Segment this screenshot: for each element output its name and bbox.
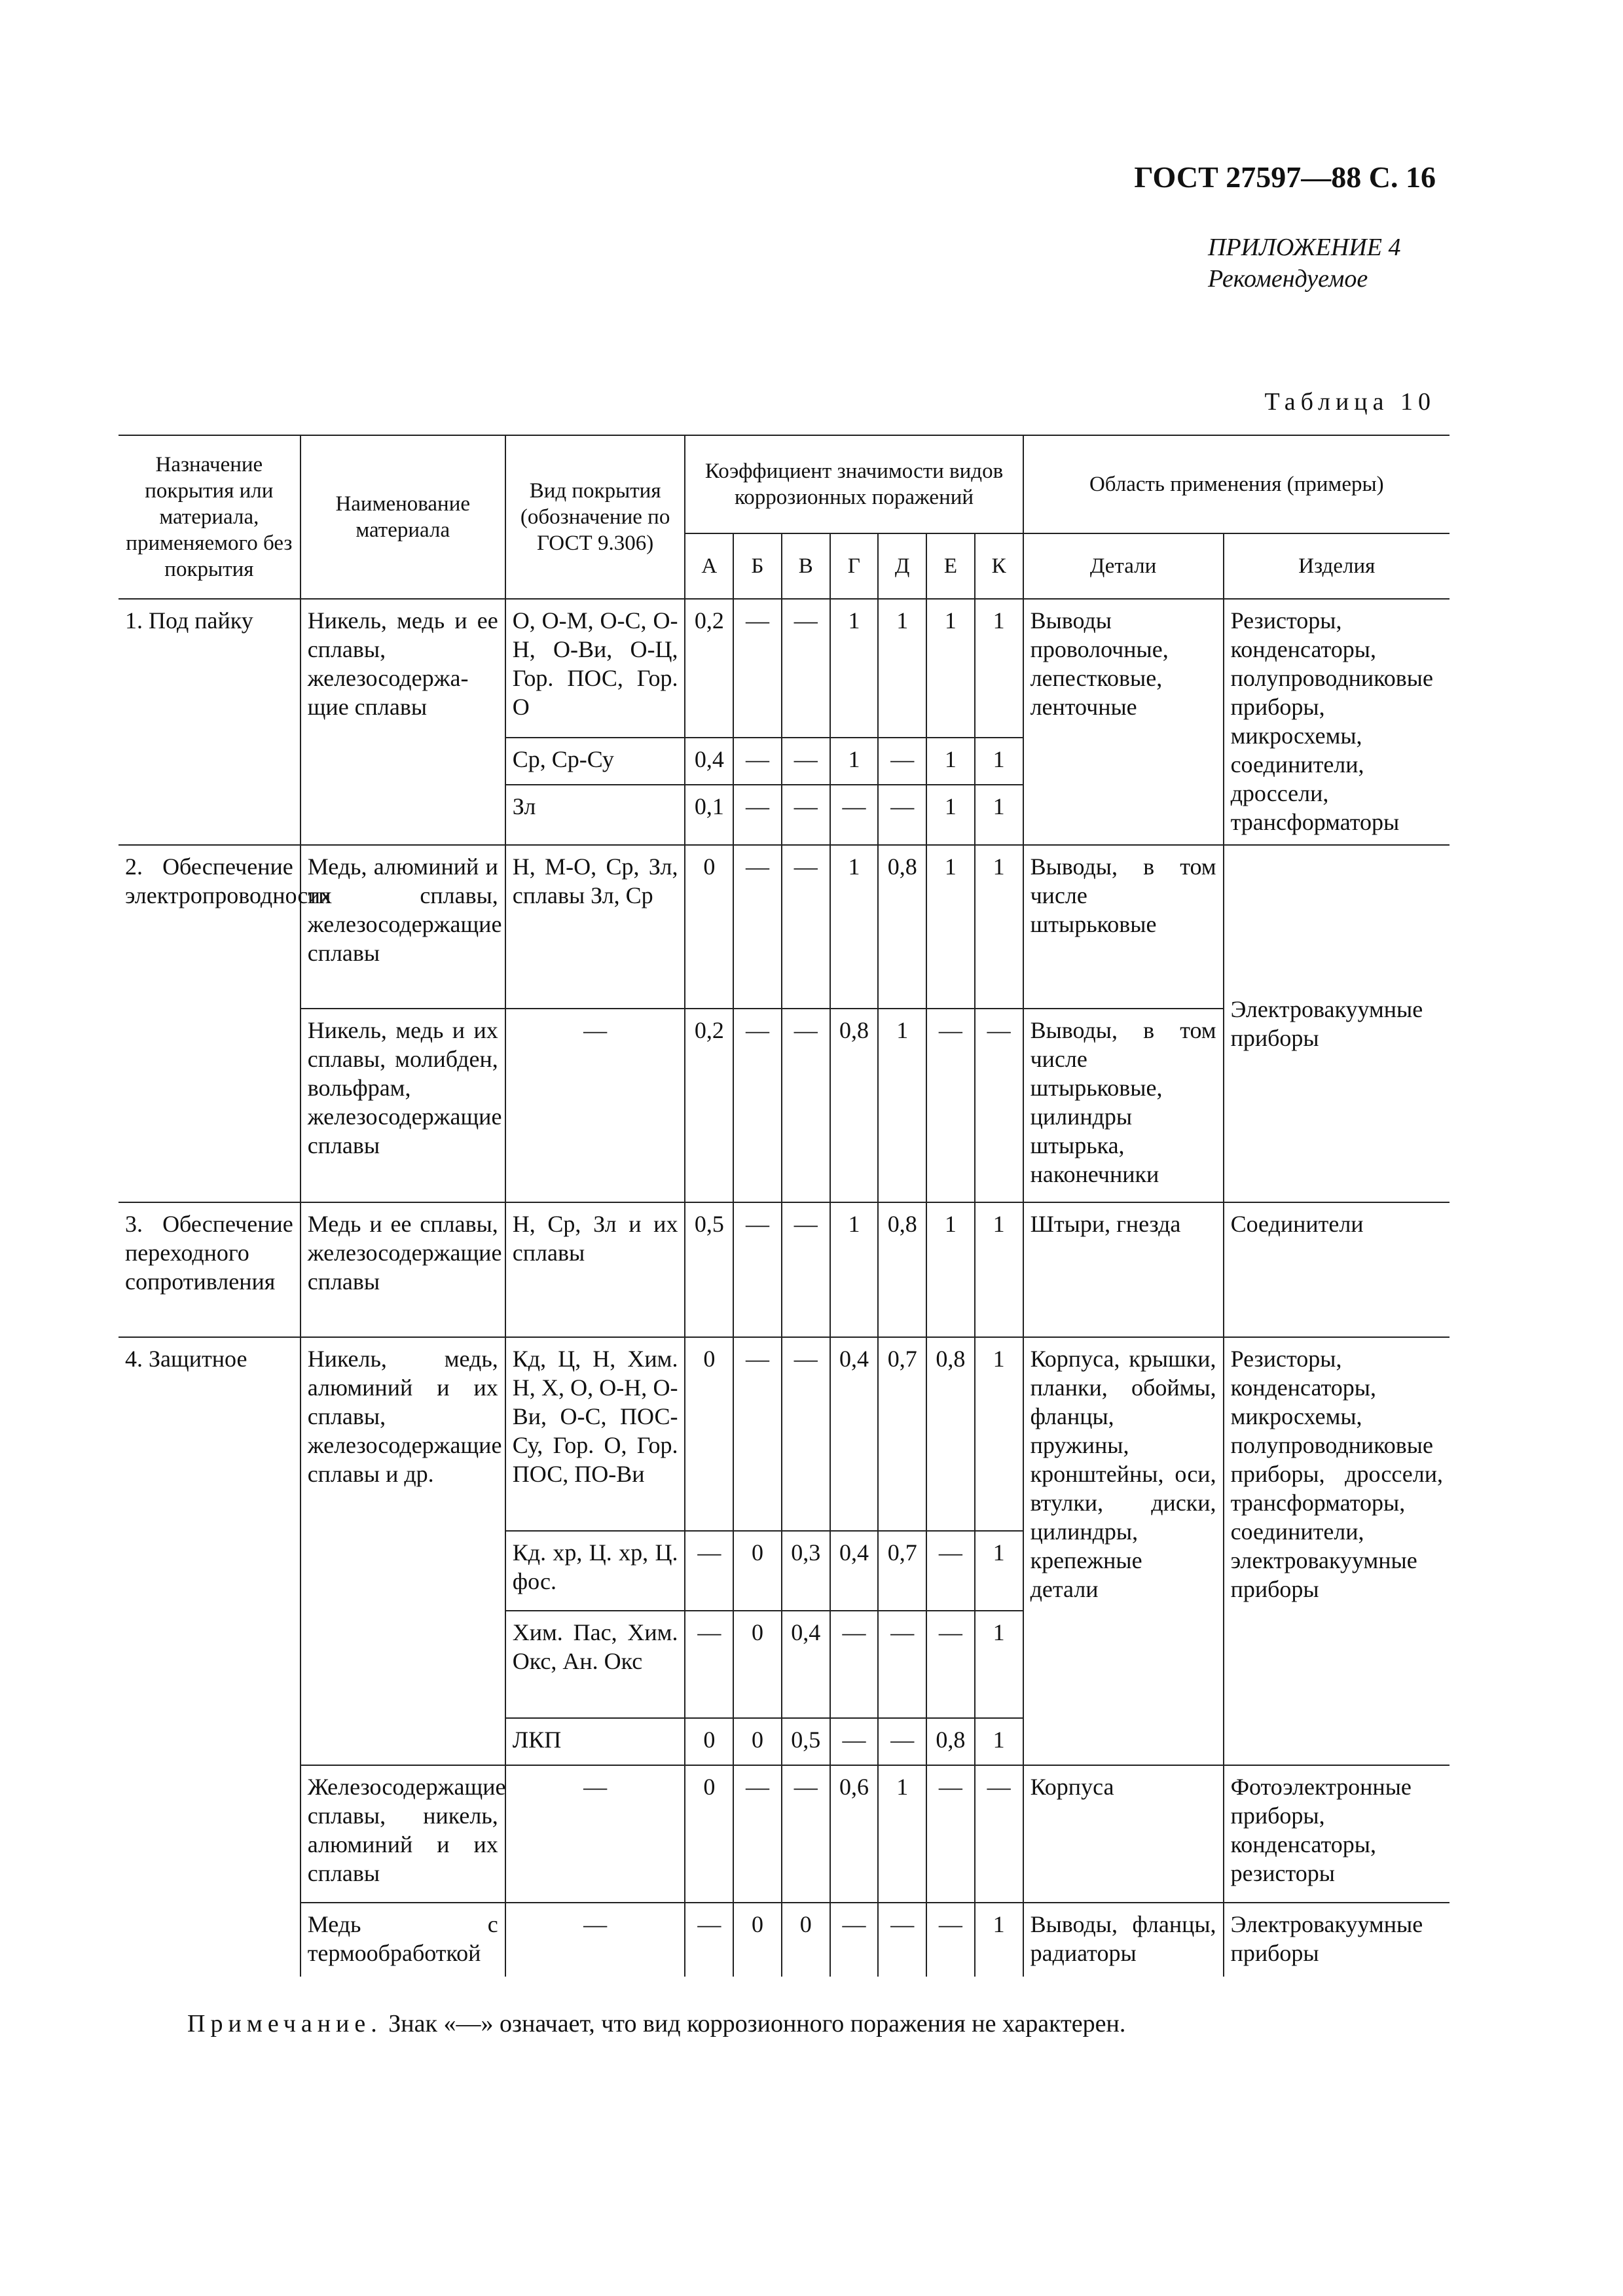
coef-cell: 0,4 [830, 1337, 879, 1531]
purpose-cell: 3. Обеспечение переходного сопротивления [119, 1202, 301, 1337]
coef-cell: 0,8 [926, 1718, 975, 1765]
material-cell: Медь и ее сплавы, железосодержащие сплавы [301, 1202, 505, 1337]
coef-cell: 0,5 [782, 1718, 830, 1765]
coef-cell: 0,4 [685, 738, 733, 785]
coating-cell: — [505, 1903, 685, 1977]
page-header: ГОСТ 27597—88 С. 16 [1134, 160, 1436, 194]
coef-cell: 0,7 [878, 1531, 926, 1611]
coef-cell: 1 [975, 1903, 1023, 1977]
coating-table [119, 435, 1450, 1977]
header-coating: Вид покрытия (обозначение по ГОСТ 9.306) [505, 435, 685, 599]
coef-cell: 0,3 [782, 1531, 830, 1611]
coef-cell: 0 [685, 1337, 733, 1531]
coef-cell: 0 [733, 1611, 782, 1718]
parts-cell: Выводы, в том числе штырьковые, цилиндры штырька, наконечники [1023, 1009, 1224, 1202]
coating-cell: ЛКП [505, 1718, 685, 1765]
coating-cell: Кд, Ц, Н, Хим. Н, Х, О, О-Н, О-Ви, О-С, ПОС-Су, Гор. О, Гор. ПОС, ПО-Ви [505, 1337, 685, 1531]
coef-cell: 0 [782, 1903, 830, 1977]
products-cell: Электровакуумные приборы [1224, 1903, 1450, 1977]
coef-cell: — [733, 1009, 782, 1202]
coef-cell: 1 [926, 845, 975, 1009]
coef-cell: — [782, 738, 830, 785]
coef-cell: — [830, 785, 879, 845]
coef-cell: — [878, 1718, 926, 1765]
coef-cell: 0,8 [878, 1202, 926, 1337]
coef-cell: — [926, 1531, 975, 1611]
coef-cell: — [926, 1611, 975, 1718]
header-coef-v: В [782, 533, 830, 599]
products-cell: Фотоэлектронные приборы, конденсаторы, резисторы [1224, 1765, 1450, 1903]
coef-cell: — [926, 1903, 975, 1977]
coef-cell: 1 [926, 738, 975, 785]
coating-cell: Н, М-О, Ср, Зл, сплавы Зл, Ср [505, 845, 685, 1009]
purpose-cell: 4. Защитное [119, 1337, 301, 1977]
coef-cell: — [830, 1718, 879, 1765]
coef-cell: — [733, 738, 782, 785]
header-coef-g: Г [830, 533, 879, 599]
coef-cell: — [782, 1202, 830, 1337]
coef-cell: 0,8 [926, 1337, 975, 1531]
purpose-cell: 2. Обеспечение электропроводности [119, 845, 301, 1202]
products-cell: Резисторы, конденсаторы, микросхемы, полупроводниковые приборы, дроссели, трансформаторы, соединители, электровакуумные приборы [1224, 1337, 1450, 1765]
table-row [119, 1337, 1450, 1531]
header-material: Наименование материала [301, 435, 505, 599]
coef-cell: 1 [830, 845, 879, 1009]
coating-cell: О, О-М, О-С, О-Н, О-Ви, О-Ц, Гор. ПОС, Гор. О [505, 599, 685, 738]
coef-cell: 1 [830, 738, 879, 785]
coef-cell: 0,5 [685, 1202, 733, 1337]
table-row [119, 599, 1450, 738]
table-row [119, 1202, 1450, 1337]
coef-cell: 1 [926, 785, 975, 845]
coef-cell: — [926, 1009, 975, 1202]
coef-cell: — [782, 1765, 830, 1903]
coef-cell: — [733, 1202, 782, 1337]
coating-cell: Кд. хр, Ц. хр, Ц. фос. [505, 1531, 685, 1611]
material-cell: Железосодержащие сплавы, никель, алюминий и их сплавы [301, 1765, 505, 1903]
coef-cell: — [878, 785, 926, 845]
coef-cell: 0,2 [685, 599, 733, 738]
parts-cell: Корпуса, крышки, планки, обоймы, фланцы, пружины, кронштейны, оси, втулки, диски, цилиндры, крепежные детали [1023, 1337, 1224, 1765]
parts-cell: Выводы, фланцы, радиаторы [1023, 1903, 1224, 1977]
coef-cell: — [975, 1009, 1023, 1202]
header-coef-a: А [685, 533, 733, 599]
coef-cell: 1 [975, 738, 1023, 785]
coef-cell: 1 [975, 1531, 1023, 1611]
material-cell: Медь, алюминий и их сплавы, железосодержащие сплавы [301, 845, 505, 1009]
appendix-subtitle: Рекомендуемое [1208, 265, 1368, 293]
header-coef-group: Коэффициент значимости видов коррозионных поражений [685, 435, 1023, 533]
header-coef-e: Е [926, 533, 975, 599]
coating-cell: — [505, 1009, 685, 1202]
coef-cell: — [782, 1009, 830, 1202]
coef-cell: 0,8 [878, 845, 926, 1009]
coef-cell: 1 [975, 1337, 1023, 1531]
header-products: Изделия [1224, 533, 1450, 599]
table-note [187, 2009, 1125, 2038]
coef-cell: 1 [975, 1718, 1023, 1765]
coef-cell: — [975, 1765, 1023, 1903]
purpose-cell: 1. Под пайку [119, 599, 301, 845]
material-cell: Никель, медь, алюминий и их сплавы, железосодержащие сплавы и др. [301, 1337, 505, 1765]
coef-cell: — [782, 1337, 830, 1531]
coef-cell: 1 [975, 1202, 1023, 1337]
coef-cell: 0,6 [830, 1765, 879, 1903]
material-cell: Никель, медь и их сплавы, молибден, вольфрам, железосодержащие сплавы [301, 1009, 505, 1202]
products-cell: Резисторы, конденсаторы, полупроводниковые приборы, микросхемы, соединители, дроссели, трансформаторы [1224, 599, 1450, 845]
coef-cell: 1 [975, 599, 1023, 738]
coef-cell: 1 [830, 599, 879, 738]
coef-cell: 1 [830, 1202, 879, 1337]
coef-cell: 0,4 [830, 1531, 879, 1611]
appendix-block [1208, 232, 1400, 295]
coef-cell: 1 [878, 1009, 926, 1202]
coef-cell: 1 [926, 1202, 975, 1337]
coef-cell: — [782, 599, 830, 738]
products-cell: Электровакуумные приборы [1224, 845, 1450, 1202]
coef-cell: — [830, 1903, 879, 1977]
coef-cell: — [926, 1765, 975, 1903]
coef-cell: — [733, 599, 782, 738]
coef-cell: — [830, 1611, 879, 1718]
note-label: Примечание. [187, 2010, 382, 2037]
coef-cell: 0,1 [685, 785, 733, 845]
table-caption: Таблица 10 [1264, 388, 1436, 416]
coef-cell: 0 [685, 1718, 733, 1765]
coef-cell: 0 [733, 1903, 782, 1977]
coef-cell: — [685, 1611, 733, 1718]
coating-cell: Н, Ср, Зл и их сплавы [505, 1202, 685, 1337]
material-cell: Никель, медь и ее сплавы, железосодержа-щие сплавы [301, 599, 505, 845]
coef-cell: 1 [975, 845, 1023, 1009]
parts-cell: Корпуса [1023, 1765, 1224, 1903]
coef-cell: — [733, 1337, 782, 1531]
coef-cell: 1 [878, 599, 926, 738]
coef-cell: — [733, 845, 782, 1009]
coef-cell: 0,4 [782, 1611, 830, 1718]
coef-cell: 0,2 [685, 1009, 733, 1202]
coef-cell: 1 [926, 599, 975, 738]
coef-cell: 0,7 [878, 1337, 926, 1531]
parts-cell: Штыри, гнезда [1023, 1202, 1224, 1337]
coef-cell: — [733, 1765, 782, 1903]
coef-cell: — [685, 1531, 733, 1611]
coef-cell: — [878, 1903, 926, 1977]
header-purpose: Назначение покрытия или материала, применяемого без покрытия [119, 435, 301, 599]
header-coef-b: Б [733, 533, 782, 599]
coef-cell: — [878, 1611, 926, 1718]
coef-cell: — [782, 845, 830, 1009]
table-row [119, 1765, 1450, 1903]
coef-cell: — [685, 1903, 733, 1977]
header-parts: Детали [1023, 533, 1224, 599]
table-row [119, 1903, 1450, 1977]
coef-cell: 0 [733, 1531, 782, 1611]
coef-cell: 1 [975, 785, 1023, 845]
coating-cell: — [505, 1765, 685, 1903]
coef-cell: 0,8 [830, 1009, 879, 1202]
coef-cell: 0 [733, 1718, 782, 1765]
coating-cell: Зл [505, 785, 685, 845]
coef-cell: 0 [685, 845, 733, 1009]
header-coef-k: К [975, 533, 1023, 599]
header-coef-d: Д [878, 533, 926, 599]
coef-cell: — [878, 738, 926, 785]
coef-cell: — [782, 785, 830, 845]
parts-cell: Выводы, в том числе штырьковые [1023, 845, 1224, 1009]
coef-cell: 1 [878, 1765, 926, 1903]
coating-cell: Ср, Ср-Су [505, 738, 685, 785]
note-text: Знак «—» означает, что вид коррозионного поражения не характерен. [382, 2010, 1126, 2037]
header-area-group: Область применения (примеры) [1023, 435, 1450, 533]
table-row [119, 845, 1450, 1009]
parts-cell: Выводы проволочные, лепестковые, ленточные [1023, 599, 1224, 845]
coef-cell: 0 [685, 1765, 733, 1903]
coating-cell: Хим. Пас, Хим. Окс, Ан. Окс [505, 1611, 685, 1718]
coef-cell: — [733, 785, 782, 845]
coef-cell: 1 [975, 1611, 1023, 1718]
appendix-title: ПРИЛОЖЕНИЕ 4 [1208, 234, 1401, 261]
material-cell: Медь с термообработкой [301, 1903, 505, 1977]
products-cell: Соединители [1224, 1202, 1450, 1337]
